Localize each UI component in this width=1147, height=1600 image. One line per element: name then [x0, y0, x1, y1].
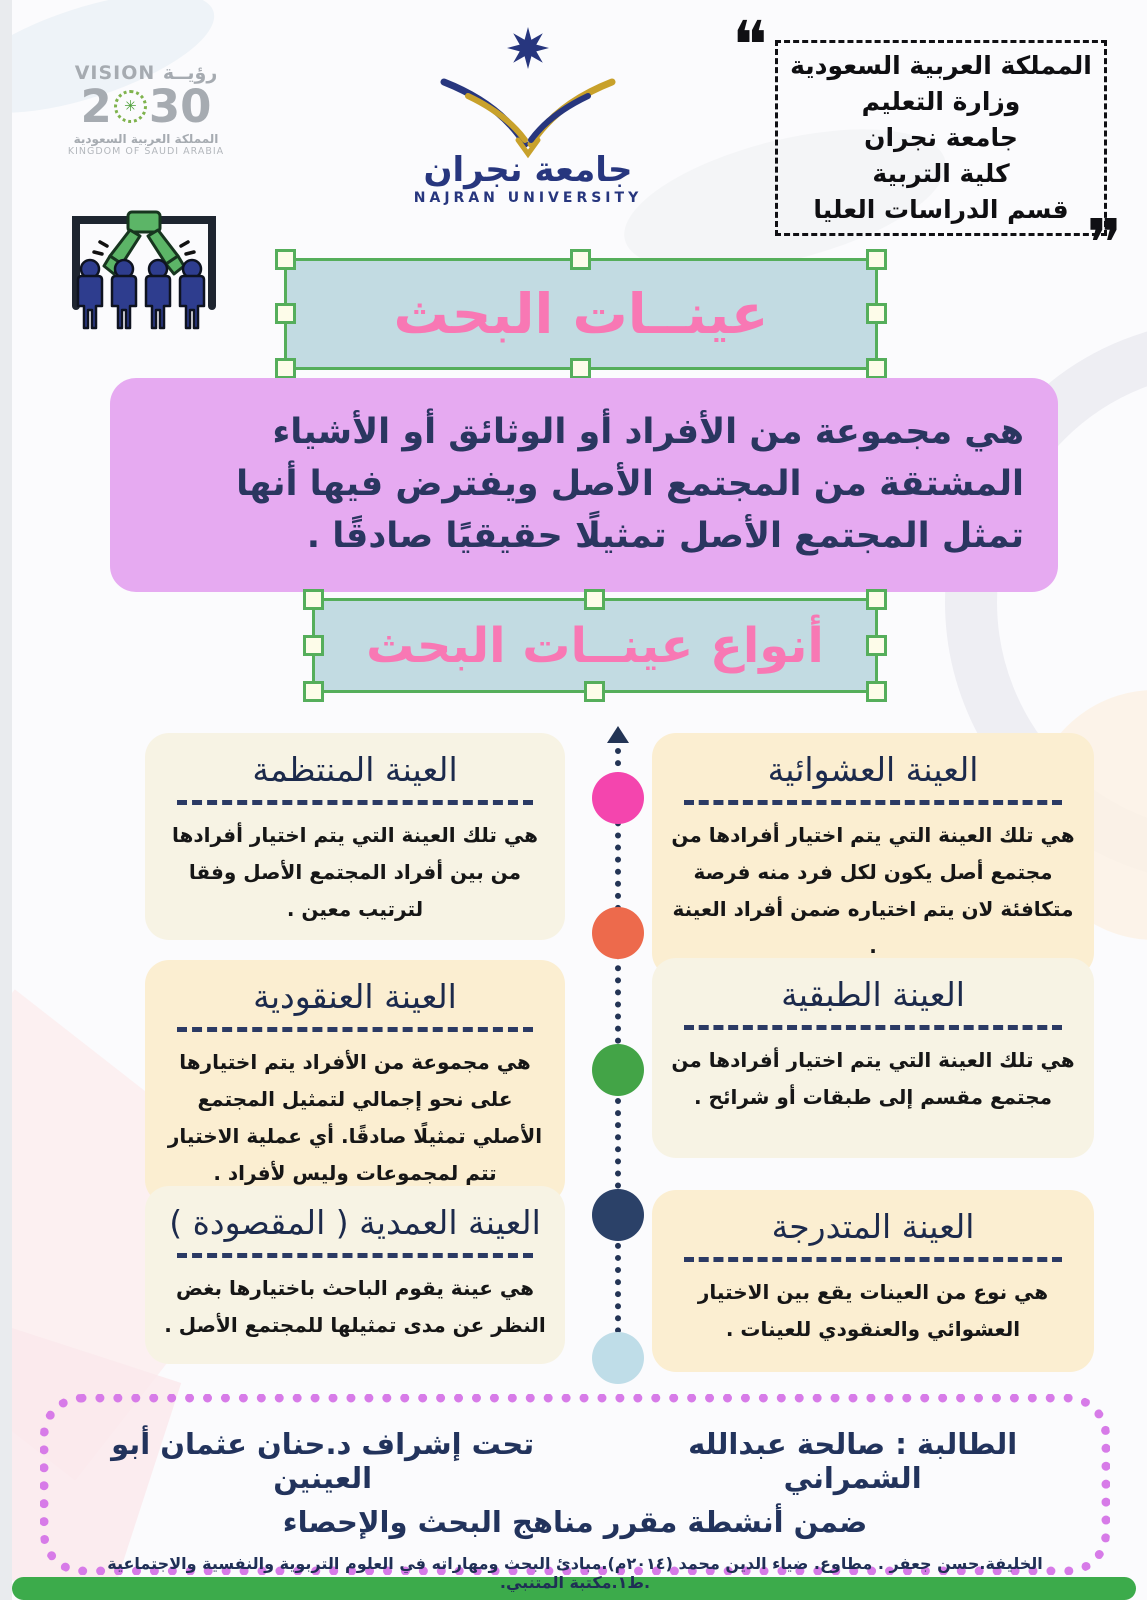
selection-handle[interactable]: [570, 249, 591, 270]
type-card-body: هي تلك العينة التي يتم اختيار أفرادها من مجتمع مقسم إلى طبقات أو شرائح .: [671, 1048, 1075, 1110]
selection-handle[interactable]: [584, 681, 605, 702]
saudi-emblem-icon: ✳: [114, 90, 147, 123]
sampling-claw-people-icon: [60, 184, 228, 338]
type-card-stratified: [652, 958, 1094, 1158]
type-card-multistage: [652, 1190, 1094, 1372]
definition-text: هي مجموعة من الأفراد أو الوثائق أو الأشياء المشتقة من المجتمع الأصل ويفترض فيها أنها تمثل المجتمع الأصل تمثيلًا حقيقيًا صادقًا .: [236, 412, 1024, 556]
selection-handle[interactable]: [303, 681, 324, 702]
type-card-title: العينة العنقودية: [253, 977, 457, 1016]
type-card-title: العينة العشوائية: [767, 750, 979, 789]
star-icon: [507, 27, 549, 69]
credits-box: [40, 1394, 1110, 1592]
type-card-title: العينة المنتظمة: [252, 750, 458, 789]
affiliation-box: [732, 7, 1122, 282]
selection-handle[interactable]: [303, 635, 324, 656]
types-title-banner: [312, 598, 878, 693]
selection-handle[interactable]: [866, 589, 887, 610]
university-name-english: NAJRAN UNIVERSITY: [413, 190, 643, 206]
selection-handle[interactable]: [866, 303, 887, 324]
selection-handle[interactable]: [584, 589, 605, 610]
timeline-dot-navy: [592, 1189, 644, 1241]
student-name: الطالبة : صالحة عبدالله الشمراني: [688, 1427, 1018, 1495]
dashed-divider: [684, 1025, 1061, 1030]
type-card-cluster: [145, 960, 565, 1204]
timeline-dot-orange: [592, 907, 644, 959]
timeline-dot-green: [592, 1044, 644, 1096]
selection-handle[interactable]: [275, 249, 296, 270]
dashed-divider: [177, 1027, 534, 1032]
affiliation-country: المملكة العربية السعودية: [790, 51, 1092, 80]
selection-handle[interactable]: [275, 303, 296, 324]
vision-2030-logo: [64, 62, 228, 157]
vision-subtitle-english: KINGDOM OF SAUDI ARABIA: [67, 146, 225, 157]
open-quote-icon: ❝: [732, 7, 768, 84]
dashed-divider: [177, 800, 534, 805]
type-card-title: العينة العمدية ( المقصودة ): [169, 1203, 541, 1242]
affiliation-department: قسم الدراسات العليا: [813, 195, 1069, 224]
type-card-body: هي تلك العينة التي يتم اختيار أفرادها من مجتمع أصل يكون لكل فرد منه فرصة متكافئة لان يتم اختياره ضمن أفراد العينة .: [671, 823, 1075, 959]
selection-handle[interactable]: [275, 358, 296, 379]
dashed-divider: [684, 1257, 1061, 1262]
timeline-arrow-icon: [607, 726, 629, 743]
page-title: عينــات البحث: [393, 282, 769, 346]
type-card-systematic: [145, 733, 565, 940]
dashed-divider: [177, 1253, 534, 1258]
university-name-arabic: جامعة نجران: [423, 150, 633, 190]
selection-handle[interactable]: [303, 589, 324, 610]
najran-university-logo: [392, 18, 664, 212]
main-title-banner: [284, 258, 878, 370]
types-section-title: أنواع عينــات البحث: [366, 617, 824, 674]
selection-handle[interactable]: [866, 358, 887, 379]
definition-box: [110, 378, 1058, 592]
selection-handle[interactable]: [866, 681, 887, 702]
affiliation-ministry: وزارة التعليم: [861, 87, 1021, 116]
supervisor-name: تحت إشراف د.حنان عثمان أبو العينين: [111, 1427, 535, 1495]
type-card-purposive: [145, 1186, 565, 1364]
affiliation-university: جامعة نجران: [864, 123, 1018, 152]
dashed-divider: [684, 800, 1061, 805]
vision-wordmark: VISION رؤيــة: [74, 62, 218, 84]
scan-edge-strip: [0, 0, 12, 1600]
credits-line1: [77, 1427, 1073, 1495]
affiliation-college: كلية التربية: [872, 159, 1010, 188]
selection-handle[interactable]: [866, 635, 887, 656]
selection-handle[interactable]: [866, 249, 887, 270]
type-card-body: هي نوع من العينات يقع بين الاختيار العشوائي والعنقودي للعينات .: [697, 1280, 1049, 1342]
type-card-body: هي عينة يقوم الباحث باختيارها بغض النظر عن مدى تمثيلها للمجتمع الأصل .: [164, 1276, 546, 1338]
course-line: ضمن أنشطة مقرر مناهج البحث والإحصاء: [282, 1505, 868, 1539]
type-card-title: العينة الطبقية: [781, 975, 965, 1014]
vision-subtitle-arabic: المملكة العربية السعودية: [73, 132, 219, 146]
close-quote-icon: ❞: [1086, 205, 1122, 282]
timeline-dot-pink: [592, 772, 644, 824]
vision-2030-number: [64, 80, 228, 133]
vision-number-prefix: 2: [80, 80, 112, 133]
selection-handle[interactable]: [570, 358, 591, 379]
type-card-body: هي مجموعة من الأفراد يتم اختيارها على نحو إجمالي لتمثيل المجتمع الأصلي تمثيلًا صادقًا. أي عملية الاختيار تتم لمجموعات وليس لأفراد .: [167, 1050, 543, 1186]
vision-number-suffix: 30: [148, 80, 212, 133]
timeline-dot-lightblue: [592, 1332, 644, 1384]
reference-citation: الخليفة.حسن جعفر . مطاوع. ضياء الدين محمد (٢٠١٤م).مبادئ البحث ومهاراته في العلوم التربوية والنفسية والاجتماعية .ط١.مكتبة المتنبي.: [107, 1554, 1043, 1592]
type-card-random: [652, 733, 1094, 977]
type-card-title: العينة المتدرجة: [771, 1207, 975, 1246]
type-card-body: هي تلك العينة التي يتم اختيار أفرادها من بين أفراد المجتمع الأصل وفقا لترتيب معين .: [172, 823, 538, 922]
